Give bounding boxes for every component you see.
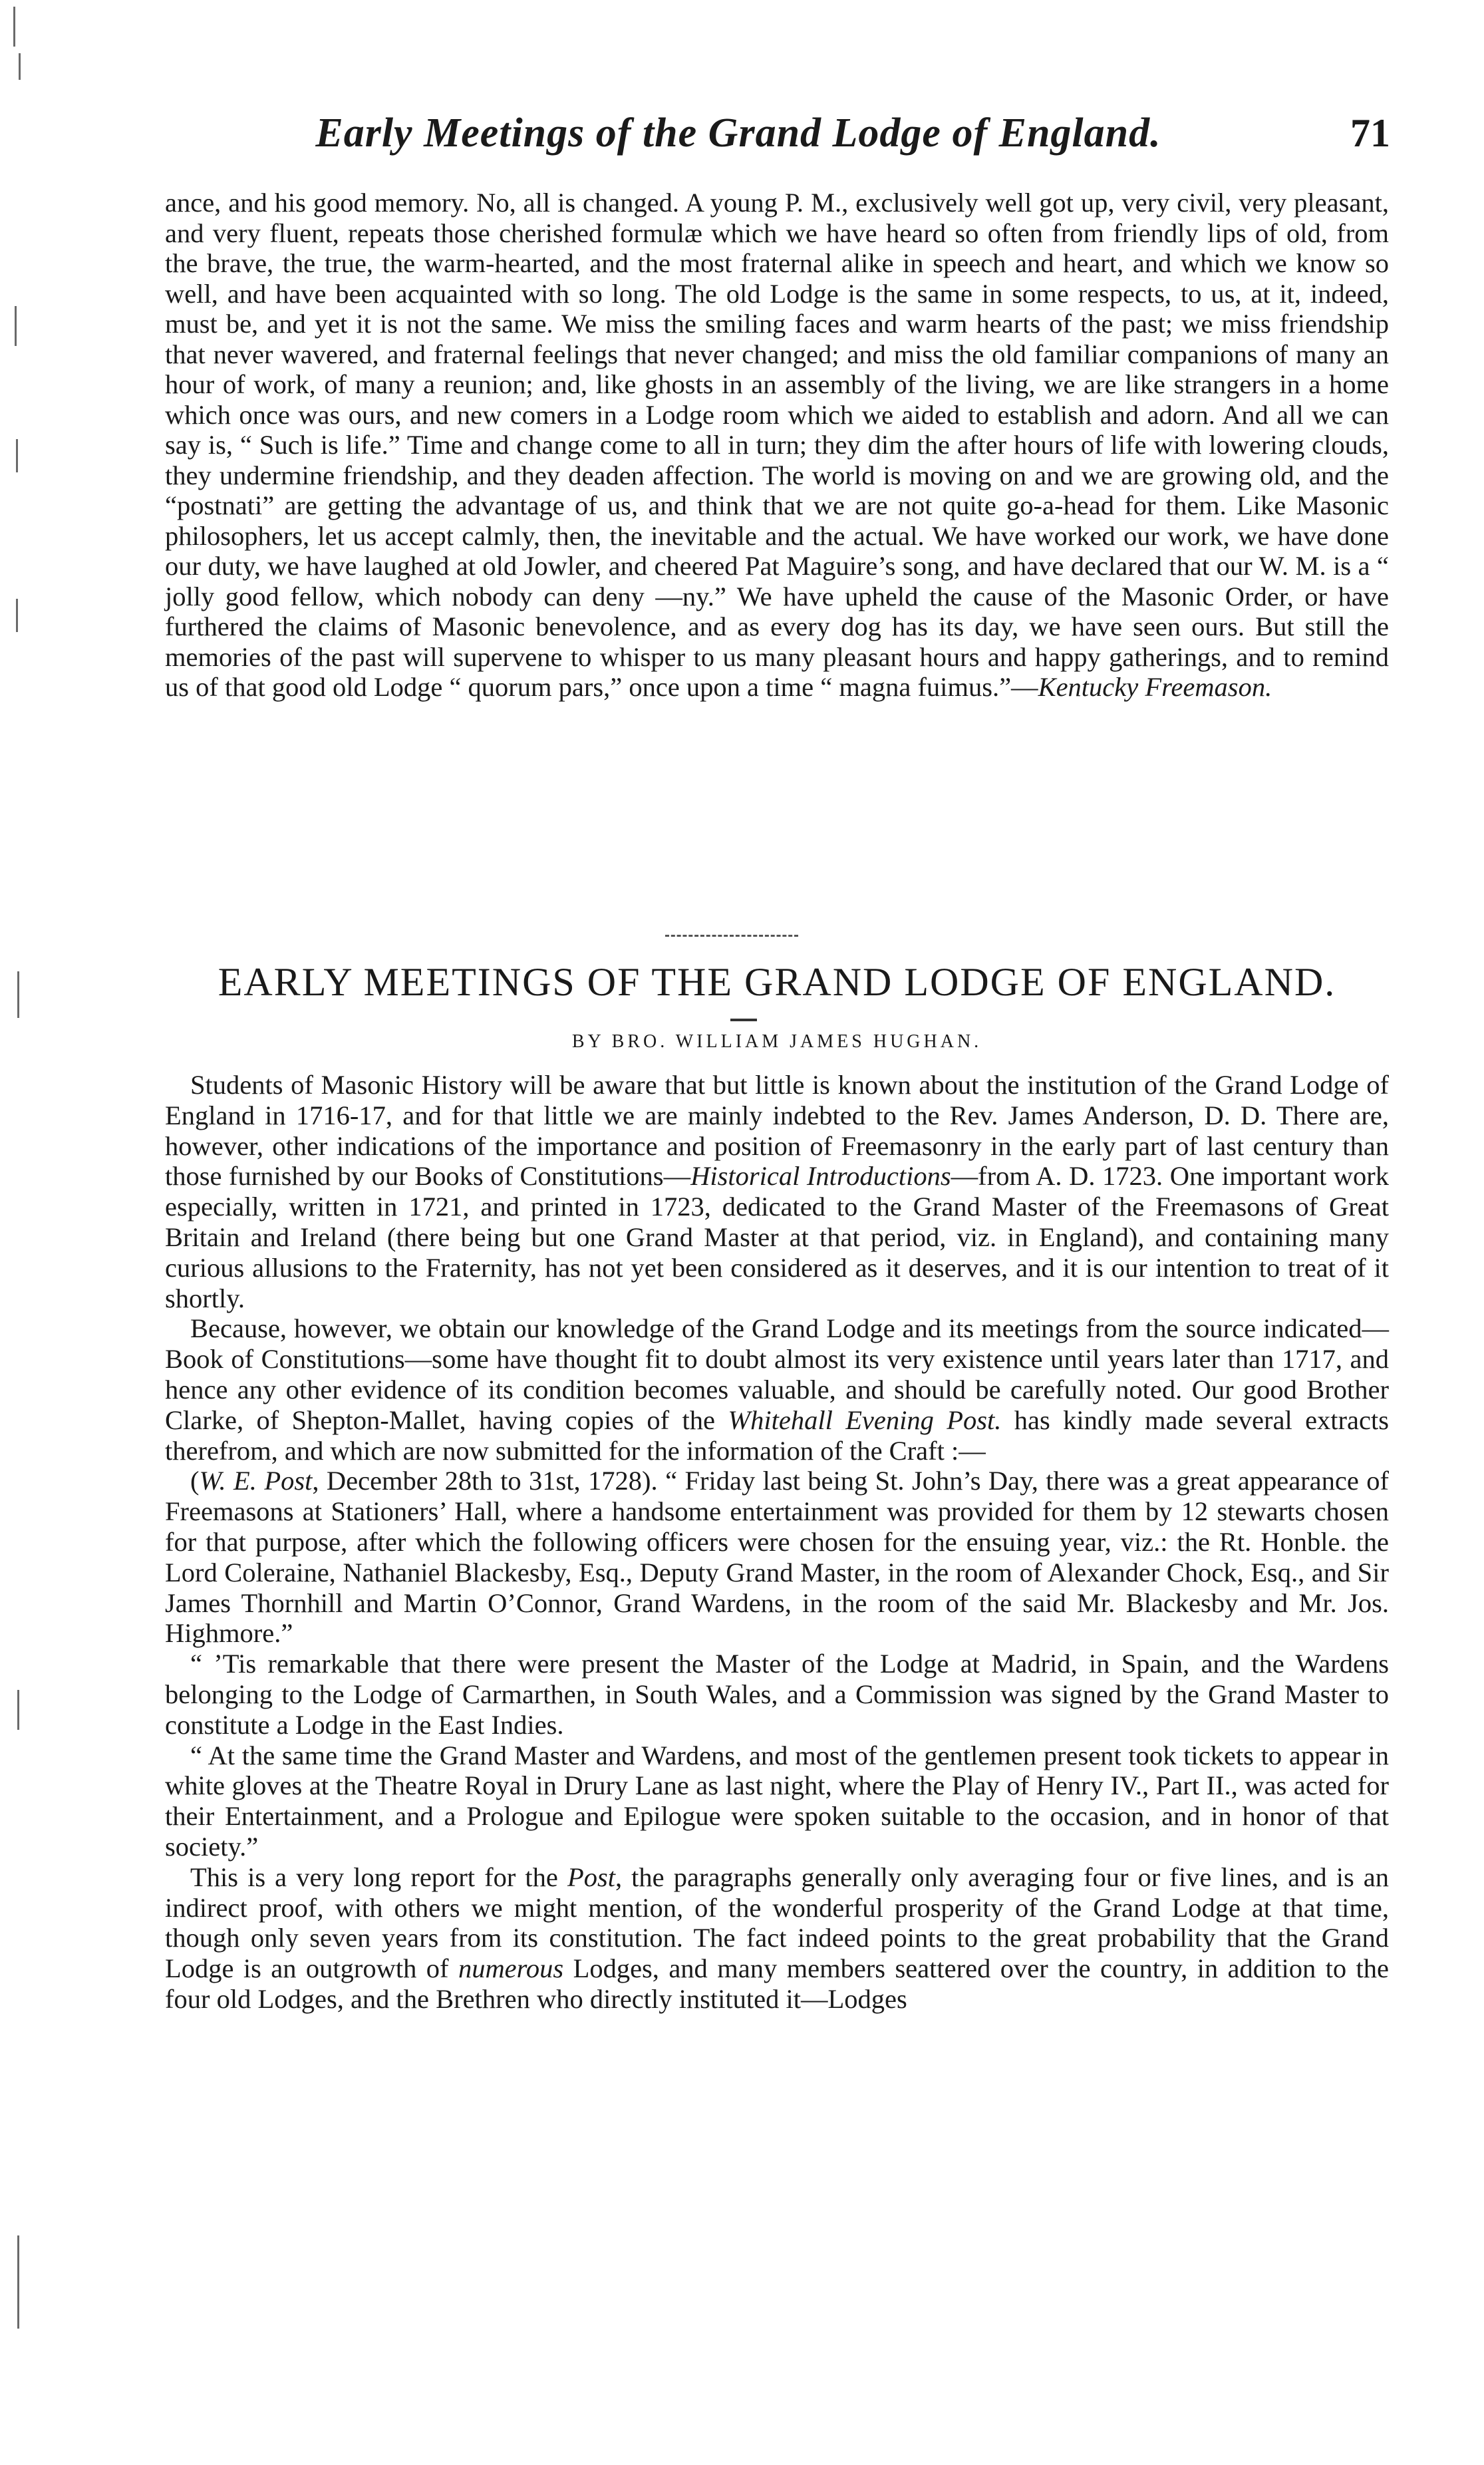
article-title: EARLY MEETINGS OF THE GRAND LODGE OF ENGLAND.: [218, 960, 1336, 1004]
source-citation: Kentucky Freemason.: [1038, 672, 1272, 702]
edge-mark: [17, 1690, 19, 1730]
article-paragraph: [165, 1466, 1389, 1649]
edge-mark: [15, 306, 17, 346]
paragraph-text: —from A. D. 1723. One important work especially, written in 1721, and printed in 1723, dedicated to the Grand Master of the Freemasons of Great Britain and Ireland (there being but one Grand Master at that period, viz. in England), and containing many curious allusions to the Fraternity, has not yet been considered as it deserves, and it is our intention to treat of it shortly.: [165, 1161, 1389, 1313]
title-rule: [730, 1019, 757, 1021]
italic-text: numerous: [458, 1953, 564, 1984]
paragraph-text: has kindly made several extracts therefrom, and which are now submitted for the information of the Craft :—: [165, 1404, 1390, 1466]
article-byline: BY BRO. WILLIAM JAMES HUGHAN.: [571, 1031, 982, 1052]
page-edge-marks: [12, 0, 39, 2465]
paragraph-text: , the paragraphs generally only averaging four or five lines, and is an indirect proof, with others we might mention, of the wonderful prosperity of the Grand Lodge at that time, though only seven years from its constitution. The fact indeed points to the great probability that the Grand Lodge is an outgrowth of: [165, 1862, 1390, 1984]
article-paragraph: [165, 1862, 1389, 2015]
continued-paragraph: [165, 188, 1389, 703]
paragraph-text: , December 28th to 31st, 1728). “ Friday last being St. John’s Day, there was a great appearance of Freemasons at Stationers’ Hall, where a handsome entertainment was provided for them by 12 stewarts chosen for that purpose, after which the following officers were chosen for the ensuing year, viz.: the Rt. Honble. the Lord Coleraine, Nathaniel Blackesby, Esq., Deputy Grand Master, in the room of Alexander Chock, Esq., and Sir James Thornhill and Martin O’Connor, Grand Wardens, in the room of the said Mr. Blackesby and Mr. Jos. Highmore.”: [165, 1466, 1389, 1649]
article-body: [165, 1070, 1389, 2015]
article-paragraph: [165, 1070, 1389, 1313]
paragraph-text: Lodges, and many members seattered over the country, in addition to the four old Lodges, and the Brethren who directly instituted it—Lodges: [165, 1953, 1390, 2014]
italic-text: Post: [567, 1862, 615, 1892]
paragraph-text: Students of Masonic History will be aware that but little is known about the institution of the Grand Lodge of England in 1716-17, and for that little we are mainly indebted to the Rev. James Anderson, D. D. There are, however, other indications of the importance and position of Freemasonry in the early part of last century than those furnished by our Books of Constitutions—: [165, 1070, 1389, 1192]
article-paragraph: [165, 1313, 1389, 1466]
running-title: Early Meetings of the Grand Lodge of England.: [315, 110, 1161, 156]
running-head: [173, 106, 1390, 160]
edge-mark: [17, 971, 19, 1018]
continued-text: ance, and his good memory. No, all is changed. A young P. M., exclusively well got up, very civil, very pleasant, and very fluent, repeats those cherished formulæ which we have heard so often from friendly lips of old, from the brave, the true, the warm-hearted, and the most fraternal alike in speech and heart, and which we know so well, and have been acquainted with so long. The old Lodge is the same in some respects, to us, at it, indeed, must be, and yet it is not the same. We miss the smiling faces and warm hearts of the past; we miss friendship that never wavered, and fraternal feelings that never changed; and miss the old familiar companions of many an hour of work, of many a reunion; and, like ghosts in an assembly of the living, we are like strangers in a home which once was ours, and new comers in a Lodge room which we aided to establish and adorn. And all we can say is, “ Such is life.” Time and change come to all in turn; they dim the after hours of life with lowering clouds, they undermine friendship, and they deaden affection. The world is moving on and we are growing old, and the “postnati” are getting the advantage of us, and think that we are not quite go-a-head for them. Like Masonic philosophers, let us accept calmly, then, the inevitable and the actual. We have worked our work, we have done our duty, we have laughed at old Jowler, and cheered Pat Maguire’s song, and have declared that our W. M. is a “ jolly good fellow, which nobody can deny —ny.” We have upheld the cause of the Masonic Order, or have furthered the claims of Masonic benevolence, and as every dog has its day, we have seen ours. But still the memories of the past will supervene to whisper to us many pleasant hours and happy gatherings, and to remind us of that good old Lodge “ quorum pars,” once upon a time “ magna fuimus.”—: [165, 188, 1389, 702]
paragraph-text: Because, however, we obtain our knowledge of the Grand Lodge and its meetings from the source indicated—Book of Constitutions—some have thought fit to doubt almost its very existence until years later than 1717, and hence any other evidence of its condition becomes valuable, and should be carefully noted. Our good Brother Clarke, of Shepton-Mallet, having copies of the: [165, 1313, 1389, 1435]
article-paragraph: “ At the same time the Grand Master and Wardens, and most of the gentlemen present took tickets to appear in white gloves at the Theatre Royal in Drury Lane as last night, where the Play of Henry IV., Part II., was acted for their Entertainment, and a Prologue and Epilogue were spoken suitable to the occasion, and in honor of that society.”: [165, 1740, 1389, 1862]
italic-text: W. E. Post: [199, 1466, 313, 1496]
edge-mark: [16, 599, 18, 632]
edge-mark: [13, 7, 15, 47]
italic-text: Whitehall Evening Post.: [728, 1404, 1002, 1435]
edge-mark: [19, 53, 21, 80]
article-paragraph: “ ’Tis remarkable that there were present the Master of the Lodge at Madrid, in Spain, and the Wardens belonging to the Lodge of Carmarthen, in South Wales, and a Commission was signed by the Grand Master to constitute a Lodge in the East Indies.: [165, 1649, 1389, 1740]
continued-article: [165, 188, 1389, 703]
section-separator: [665, 935, 798, 939]
italic-text: Historical Introductions: [690, 1161, 951, 1192]
paragraph-text: This is a very long report for the: [190, 1862, 567, 1892]
page-number: 71: [1350, 111, 1390, 155]
paragraph-text: (: [190, 1466, 200, 1496]
edge-mark: [17, 2235, 19, 2329]
edge-mark: [16, 439, 18, 472]
